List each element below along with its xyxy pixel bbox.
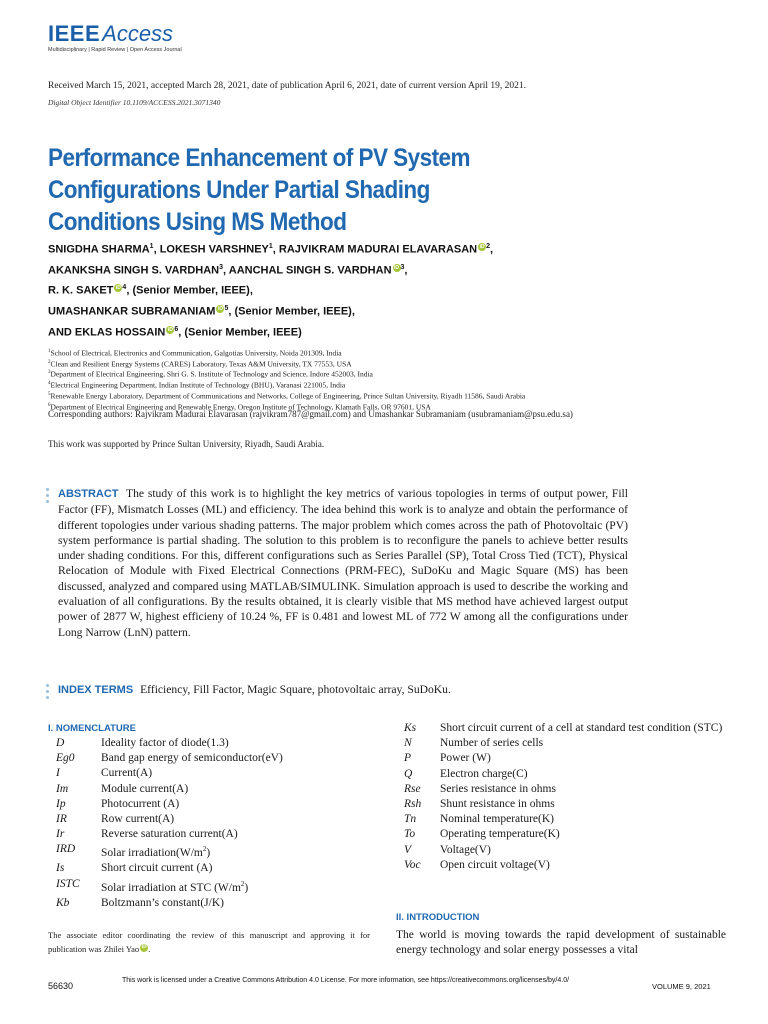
title-line: Conditions Using MS Method xyxy=(48,208,347,236)
editor-footnote: The associate editor coordinating the review of this manuscript and approving it for publication was Zhilei Yao iD . xyxy=(48,930,370,954)
nomenclature-row: Ir Reverse saturation current(A) xyxy=(56,828,238,841)
author-list: SNIGDHA SHARMA$^1$, LOKESH VARSHNEY$^1$, RAJVIKRAM MADURAI ELAVARASAN iD $^2$, AKANKSHA SINGH S. VARDHAN$^3$, AANCHAL SINGH S. VARDHAN iD $^3$, R. K. SAKET iD $^4$, (Senior Member, IEEE), UMASHANKAR SUBRAMANIAM iD $^5$, (Senior Member, IEEE), AND EKLAS HOSSAIN iD $^6$, (Senior Member, IEEE) xyxy=(48,243,494,339)
paper-title xyxy=(48,142,552,238)
affiliation: $^5$Renewable Energy Laboratory, Department of Communications and Networks, College of Engineering, Prince Sultan University, Riyadh 11586, Saudi Arabia xyxy=(48,391,526,401)
author-name: LOKESH VARSHNEY xyxy=(159,243,269,256)
affiliation: $^4$Electrical Engineering Department, Indian Institute of Technology (BHU), Varanasi 221005, India xyxy=(48,380,346,390)
nomenclature-row: Q Electron charge(C) xyxy=(404,767,528,780)
orcid-icon[interactable]: iD xyxy=(479,244,485,250)
nomenclature-row: Rsh Shunt resistance in ohms xyxy=(404,798,555,811)
author-name: RAJVIKRAM MADURAI ELAVARASAN xyxy=(278,243,478,256)
author-role: (Senior Member, IEEE) xyxy=(132,284,250,297)
received-dates: Received March 15, 2021, accepted March 28, 2021, date of publication April 6, 2021, date of current version April 19, 2021. xyxy=(48,81,527,91)
logo-tagline: Multidisciplinary | Rapid Review | Open Access Journal xyxy=(48,47,182,53)
abstract-marker-icon xyxy=(46,488,49,506)
volume-label: VOLUME 9, 2021 xyxy=(652,982,711,991)
nomenclature-row: IR Row current(A) xyxy=(56,813,175,826)
author-name: AND EKLAS HOSSAIN xyxy=(48,326,166,339)
nomenclature-row: Kb Boltzmann’s constant(J/K) xyxy=(56,896,224,909)
affiliation: $^3$Department of Electrical Engineering, Shri G. S. Institute of Technology and Science, Indore 452003, India xyxy=(48,369,373,379)
nomenclature-row: Ks Short circuit current of a cell at standard test condition (STC) xyxy=(404,722,723,734)
nomenclature-row: Ip Photocurrent (A) xyxy=(56,797,180,810)
author-name: AANCHAL SINGH S. VARDHAN xyxy=(228,264,392,277)
nomenclature-row: V Voltage(V) xyxy=(404,843,491,856)
nomenclature-row: Rse Series resistance in ohms xyxy=(404,782,556,795)
nomenclature-row: P Power (W) xyxy=(404,752,491,765)
affiliation: $^1$School of Electrical, Electronics and Communication, Galgotias University, Noida 201309, India xyxy=(48,348,342,358)
logo-ieee: IEEE xyxy=(48,21,101,46)
author-name: SNIGDHA SHARMA xyxy=(48,243,150,256)
nomenclature-row: I Current(A) xyxy=(56,767,153,780)
affiliation-list xyxy=(48,347,525,411)
logo-access: Access xyxy=(102,21,174,46)
orcid-icon[interactable]: iD xyxy=(141,945,147,951)
title-line: Configurations Under Partial Shading xyxy=(48,176,430,204)
orcid-icon[interactable]: iD xyxy=(167,326,173,333)
nomenclature-row: Tn Nominal temperature(K) xyxy=(404,813,554,826)
affiliation: $^6$Department of Electrical Engineering and Renewable Energy, Oregon Institute of Technology, Klamath Falls, OR 97601, USA xyxy=(48,402,431,412)
nomenclature-right xyxy=(396,721,726,873)
funding-note: This work was supported by Prince Sultan University, Riyadh, Saudi Arabia. xyxy=(48,439,325,449)
introduction-heading: II. INTRODUCTION xyxy=(396,912,480,923)
index-terms xyxy=(58,683,451,696)
index-terms-label: INDEX TERMS xyxy=(58,684,134,696)
index-terms-text: Efficiency, Fill Factor, Magic Square, photovoltaic array, SuDoKu. xyxy=(140,683,451,696)
orcid-icon[interactable]: iD xyxy=(115,285,121,292)
corresponding-authors: Corresponding authors: Rajvikram Madurai Elavarasan (rajvikram787@gmail.com) and Umashankar Subramaniam (usubramaniam@psu.edu.sa) xyxy=(48,409,573,419)
doi: Digital Object Identifier 10.1109/ACCESS.2021.3071340 xyxy=(48,98,221,107)
abstract-text: The study of this work is to highlight the key metrics of various topologies in terms of output power, Fill Factor (FF), Mismatch Losses (ML) and efficiency. The idea behind this work is to analyze and obtain the performance of different topologies under various shading patterns. The major problem which comes across the path of Photovoltaic (PV) system performance is partial shading. The solution to this problem is to reconfigure the panels to achieve better results under shading conditions. For this, different configurations such as Series Parallel (SP), Total Cross Tied (TCT), Physical Relocation of Module with Fixed Electrical Connections (PRM-FEC), SuDoKu and Magic Square (MS) has been discussed, analyzed and compared using MATLAB/SIMULINK. Simulation approach is used to describe the working and evaluation of all configurations. By the results obtained, it is clearly visible that MS method have achieved largest output power of 2877 W, highest efficieny of 10.24 %, FF is 0.481 and lowest ML of 772 W among all the configurations under Long Narrow (LnN) pattern. xyxy=(58,487,628,639)
nomenclature-row: IRD Solar $irradiation(W/m^2)$ xyxy=(56,843,211,860)
nomenclature-row: D Ideality factor of diode(1.3) xyxy=(56,737,229,749)
author-name: AKANKSHA SINGH S. VARDHAN xyxy=(48,264,220,277)
affiliation: $^2$Clean and Resilient Energy Systems (CARES) Laboratory, Texas A&M University, TX 77553, USA xyxy=(48,359,352,369)
orcid-icon[interactable]: iD xyxy=(217,305,223,312)
author-role: (Senior Member, IEEE) xyxy=(234,305,352,318)
nomenclature-row: N Number of series cells xyxy=(404,737,544,750)
index-terms-marker-icon xyxy=(46,684,49,702)
orcid-icon[interactable]: iD xyxy=(394,264,400,271)
abstract-label: ABSTRACT xyxy=(58,488,119,500)
title-line: Performance Enhancement of PV System xyxy=(48,144,470,172)
nomenclature-row: Eg0 Band gap energy of semiconductor(eV) xyxy=(56,752,283,765)
author-name: R. K. SAKET xyxy=(48,284,114,297)
nomenclature-row: ISTC Solar irradiation at STC $(W/m^2)$ xyxy=(56,877,249,894)
nomenclature-row: Im Module current(A) xyxy=(56,782,189,795)
nomenclature-left xyxy=(48,723,378,911)
author-name: UMASHANKAR SUBRAMANIAM xyxy=(48,305,216,318)
nomenclature-row: Voc Open circuit voltage(V) xyxy=(404,858,550,871)
nomenclature-heading: I. NOMENCLATURE xyxy=(48,723,136,734)
license-note: This work is licensed under a Creative Commons Attribution 4.0 License. For more information, see https://creativecommons.org/licenses/by/4.0/ xyxy=(122,977,570,984)
journal-logo xyxy=(48,22,182,53)
abstract xyxy=(58,486,628,640)
nomenclature-row: To Operating temperature(K) xyxy=(404,828,560,841)
introduction-text: The world is moving towards the rapid development of sustainable energy technology and solar energy possesses a vital xyxy=(396,929,726,957)
page-number: 56630 xyxy=(48,981,74,991)
nomenclature-row: Is Short circuit current (A) xyxy=(56,862,213,875)
author-role: (Senior Member, IEEE) xyxy=(184,326,302,339)
